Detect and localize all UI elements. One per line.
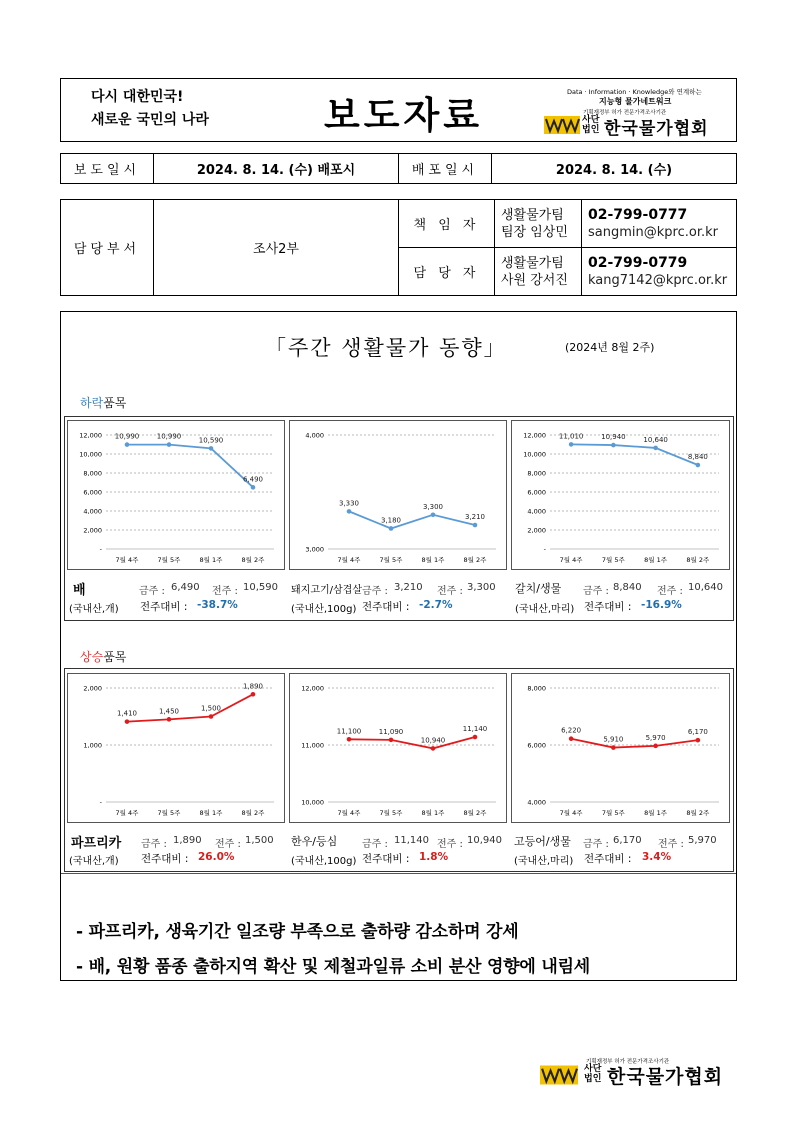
y-tick-label: 4,000	[527, 798, 546, 807]
org-type-1: 사단	[582, 115, 600, 125]
x-tick-label: 7월 5주	[601, 809, 625, 817]
x-tick-label: 7월 5주	[379, 809, 403, 817]
this-week-value: 3,210	[394, 582, 423, 593]
data-label: 3,330	[338, 499, 360, 508]
data-point	[209, 446, 214, 451]
data-label: 1,410	[116, 709, 138, 718]
chart-5	[512, 674, 731, 824]
footer-org-name: 한국물가협회	[607, 1066, 724, 1088]
this-week-label: 금주 :	[141, 839, 167, 850]
item-info-0	[69, 577, 287, 617]
chart-panel-2	[511, 420, 730, 570]
dist-value: 2024. 8. 14. (수)	[492, 154, 737, 184]
summary-line-1: - 배, 원황 품종 출하지역 확산 및 제철과일류 소비 분산 영향에 내림세	[76, 957, 591, 977]
change-label: 전주대비 :	[140, 601, 188, 613]
change-value: 1.8%	[419, 851, 449, 863]
footer-logo-icon	[540, 1065, 578, 1085]
section-down-suffix: 품목	[103, 396, 127, 410]
last-week-value: 5,970	[688, 835, 717, 846]
change-value: -16.9%	[641, 599, 682, 611]
data-label: 5,910	[603, 735, 624, 744]
y-tick-label: 6,000	[527, 488, 546, 497]
y-tick-label: 12,000	[79, 431, 102, 440]
report-box	[60, 311, 737, 981]
contact-phone-0[interactable]: 02-799-0777	[588, 206, 688, 223]
section-up-suffix: 품목	[103, 650, 127, 664]
release-table	[60, 153, 737, 184]
x-tick-label: 8월 2주	[241, 809, 265, 817]
series-line	[127, 445, 253, 488]
x-tick-label: 7월 4주	[115, 809, 139, 817]
data-label: 1,500	[200, 704, 222, 713]
data-point	[347, 509, 352, 514]
y-tick-label: -	[543, 545, 546, 554]
y-tick-label: 8,000	[527, 469, 546, 478]
y-tick-label: 4,000	[83, 507, 102, 516]
footer-org-type-2: 법인	[584, 1074, 602, 1084]
this-week-value: 6,490	[171, 582, 200, 593]
change-value: 26.0%	[198, 851, 235, 863]
item-name: 배	[73, 583, 86, 598]
item-name: 파프리카	[71, 836, 122, 851]
last-week-label: 전주 :	[215, 839, 241, 850]
data-label: 11,010	[558, 432, 584, 441]
this-week-label: 금주 :	[583, 839, 609, 850]
data-point	[611, 443, 616, 448]
item-name: 갈치/생물	[515, 582, 562, 595]
change-label: 전주대비 :	[584, 601, 632, 613]
contact-team-0: 생활물가팀	[501, 207, 564, 223]
header-box	[60, 78, 737, 142]
this-week-label: 금주 :	[139, 586, 165, 597]
footer-org-type-1: 사단	[584, 1064, 602, 1074]
series-line	[349, 737, 475, 748]
change-value: 3.4%	[642, 851, 672, 863]
x-tick-label: 8월 2주	[463, 556, 487, 564]
chart-panel-4	[289, 673, 507, 823]
item-unit: (국내산,개)	[69, 856, 119, 867]
change-value: -2.7%	[419, 599, 453, 611]
contact-person-0	[495, 200, 582, 248]
footer-org-type	[584, 1064, 601, 1084]
this-week-value: 8,840	[613, 582, 642, 593]
x-tick-label: 8월 2주	[686, 809, 710, 817]
item-info-5	[514, 831, 732, 871]
this-week-label: 금주 :	[362, 586, 388, 597]
data-label: 6,220	[561, 726, 582, 735]
series-line	[349, 511, 475, 528]
slogan-line1: 다시 대한민국!	[91, 89, 184, 105]
y-tick-label: 4,000	[527, 507, 546, 516]
contact-details-1	[582, 248, 737, 296]
contact-table	[60, 199, 737, 296]
section-up-prefix: 상승	[80, 650, 104, 664]
item-info-1	[291, 577, 509, 617]
last-week-value: 10,590	[243, 582, 278, 593]
data-point	[696, 738, 701, 743]
item-unit: (국내산,100g)	[291, 604, 357, 615]
x-tick-label: 7월 4주	[337, 809, 361, 817]
chart-3	[68, 674, 286, 824]
data-label: 11,100	[336, 727, 362, 736]
data-label: 6,490	[242, 475, 264, 484]
x-tick-label: 7월 5주	[157, 556, 181, 564]
network-name: 지능형 물가네트워크	[599, 97, 672, 106]
y-tick-label: 8,000	[83, 469, 102, 478]
data-point	[611, 745, 616, 750]
change-label: 전주대비 :	[362, 853, 410, 865]
chart-panel-0	[67, 420, 285, 570]
x-tick-label: 7월 5주	[157, 809, 181, 817]
contact-phone-1[interactable]: 02-799-0779	[588, 254, 688, 271]
last-week-value: 10,940	[467, 835, 502, 846]
chart-panel-5	[511, 673, 730, 823]
change-label: 전주대비 :	[584, 853, 632, 865]
contact-details-0	[582, 200, 737, 248]
release-label: 보도일시	[61, 154, 154, 184]
this-week-label: 금주 :	[583, 586, 609, 597]
org-logo-icon	[544, 116, 580, 134]
series-line	[571, 444, 698, 465]
data-point	[209, 714, 214, 719]
data-label: 10,590	[198, 436, 224, 445]
x-tick-label: 8월 1주	[644, 556, 668, 564]
data-point	[473, 735, 478, 740]
y-tick-label: -	[99, 545, 102, 554]
change-value: -38.7%	[197, 599, 238, 611]
this-week-label: 금주 :	[362, 839, 388, 850]
data-point	[653, 744, 658, 749]
slogan	[91, 86, 209, 132]
data-label: 1,450	[158, 707, 180, 716]
last-week-label: 전주 :	[437, 839, 463, 850]
chart-1	[290, 421, 508, 571]
last-week-label: 전주 :	[437, 586, 463, 597]
item-info-3	[69, 831, 287, 871]
last-week-value: 3,300	[467, 582, 496, 593]
y-tick-label: 1,000	[83, 741, 102, 750]
y-tick-label: 2,000	[83, 684, 102, 693]
x-tick-label: 7월 4주	[559, 556, 583, 564]
dept-value: 조사2부	[154, 200, 399, 296]
last-week-value: 10,640	[688, 582, 723, 593]
x-tick-label: 8월 1주	[421, 809, 445, 817]
x-tick-label: 7월 4주	[115, 556, 139, 564]
data-point	[167, 442, 172, 447]
data-point	[167, 717, 172, 722]
y-tick-label: 10,000	[523, 450, 546, 459]
data-point	[251, 485, 256, 490]
item-name: 고등어/생물	[514, 835, 571, 848]
data-point	[473, 523, 478, 528]
contact-role-0: 책 임 자	[399, 200, 495, 248]
chart-panel-3	[67, 673, 285, 823]
y-tick-label: 2,000	[83, 526, 102, 535]
chart-4	[290, 674, 508, 824]
report-title: 「주간 생활물가 동향」	[265, 336, 507, 360]
data-point	[431, 513, 436, 518]
this-week-value: 6,170	[613, 835, 642, 846]
tagline: Data · Information · Knowledge와 연계하는	[567, 88, 702, 96]
x-tick-label: 8월 1주	[421, 556, 445, 564]
data-point	[251, 692, 256, 697]
last-week-value: 1,500	[245, 835, 274, 846]
x-tick-label: 7월 4주	[559, 809, 583, 817]
summary-divider	[61, 873, 736, 874]
last-week-label: 전주 :	[658, 839, 684, 850]
data-point	[389, 738, 394, 743]
y-tick-label: 3,000	[305, 545, 324, 554]
y-tick-label: -	[99, 798, 102, 807]
chart-panel-1	[289, 420, 507, 570]
data-label: 10,940	[601, 433, 626, 442]
contact-role-1: 담 당 자	[399, 248, 495, 296]
y-tick-label: 4,000	[305, 431, 324, 440]
section-down-label	[80, 394, 126, 411]
item-name: 한우/등심	[291, 835, 338, 848]
data-point	[347, 737, 352, 742]
item-unit: (국내산,100g)	[291, 856, 357, 867]
last-week-label: 전주 :	[212, 586, 238, 597]
data-label: 10,640	[643, 435, 668, 444]
data-point	[696, 463, 701, 468]
data-point	[389, 526, 394, 531]
contact-team-1: 생활물가팀	[501, 255, 564, 271]
y-tick-label: 12,000	[523, 431, 546, 440]
data-point	[125, 442, 130, 447]
contact-name-0: 팀장 임상민	[501, 224, 568, 240]
data-label: 11,090	[378, 727, 404, 736]
change-label: 전주대비 :	[362, 601, 410, 613]
item-info-4	[291, 831, 509, 871]
x-tick-label: 8월 1주	[199, 809, 223, 817]
section-down-prefix: 하락	[80, 396, 104, 410]
data-label: 3,210	[464, 513, 486, 522]
chart-2	[512, 421, 731, 571]
org-caption: 기획재정부 허가 전문가격조사기관	[583, 110, 667, 116]
contact-email-0[interactable]: sangmin@kprc.or.kr	[588, 224, 718, 240]
item-unit: (국내산,개)	[69, 604, 119, 615]
slogan-line2: 새로운 국민의 나라	[91, 112, 209, 128]
release-value: 2024. 8. 14. (수) 배포시	[154, 154, 399, 184]
doc-title: 보도자료	[324, 94, 483, 137]
x-tick-label: 7월 5주	[601, 556, 625, 564]
y-tick-label: 2,000	[527, 526, 546, 535]
last-week-label: 전주 :	[657, 586, 683, 597]
y-tick-label: 8,000	[527, 684, 546, 693]
x-tick-label: 7월 5주	[379, 556, 403, 564]
data-point	[125, 719, 130, 724]
y-tick-label: 11,000	[301, 741, 324, 750]
data-label: 8,840	[687, 453, 708, 462]
data-point	[431, 746, 436, 751]
data-label: 6,170	[687, 728, 708, 737]
data-label: 5,970	[645, 733, 666, 742]
report-date: (2024년 8월 2주)	[565, 341, 655, 354]
data-label: 1,890	[242, 682, 264, 691]
data-label: 3,180	[380, 516, 402, 525]
item-name: 돼지고기/삼겹살	[291, 585, 362, 596]
item-info-2	[515, 577, 733, 617]
data-label: 10,990	[156, 432, 182, 441]
data-label: 3,300	[422, 502, 444, 511]
x-tick-label: 8월 2주	[686, 556, 710, 564]
summary-line-0: - 파프리카, 생육기간 일조량 부족으로 출하량 감소하며 강세	[76, 922, 519, 942]
footer-caption: 기획재정부 허가 전문가격조사기관	[586, 1059, 670, 1065]
y-tick-label: 6,000	[527, 741, 546, 750]
data-point	[569, 736, 574, 741]
y-tick-label: 6,000	[83, 488, 102, 497]
data-point	[653, 446, 658, 451]
item-unit: (국내산,마리)	[515, 604, 575, 615]
chart-0	[68, 421, 286, 571]
data-label: 10,990	[114, 432, 140, 441]
contact-email-1[interactable]: kang7142@kprc.or.kr	[588, 272, 728, 288]
x-tick-label: 8월 2주	[463, 809, 487, 817]
x-tick-label: 7월 4주	[337, 556, 361, 564]
series-line	[571, 739, 698, 748]
change-label: 전주대비 :	[141, 853, 189, 865]
y-tick-label: 10,000	[79, 450, 102, 459]
org-name: 한국물가협회	[604, 119, 709, 139]
y-tick-label: 10,000	[301, 798, 324, 807]
item-unit: (국내산,마리)	[514, 856, 574, 867]
x-tick-label: 8월 1주	[199, 556, 223, 564]
data-label: 11,140	[462, 725, 488, 734]
section-up-label	[80, 648, 126, 665]
data-label: 10,940	[420, 736, 446, 745]
contact-name-1: 사원 강서진	[501, 272, 568, 288]
org-type	[582, 115, 599, 135]
x-tick-label: 8월 1주	[644, 809, 668, 817]
contact-person-1	[495, 248, 582, 296]
this-week-value: 1,890	[173, 835, 202, 846]
series-line	[127, 694, 253, 721]
this-week-value: 11,140	[394, 835, 429, 846]
y-tick-label: 12,000	[301, 684, 324, 693]
org-type-2: 법인	[582, 125, 600, 135]
x-tick-label: 8월 2주	[241, 556, 265, 564]
data-point	[569, 442, 574, 447]
dist-label: 배포일시	[399, 154, 492, 184]
dept-label: 담당부서	[61, 200, 154, 296]
